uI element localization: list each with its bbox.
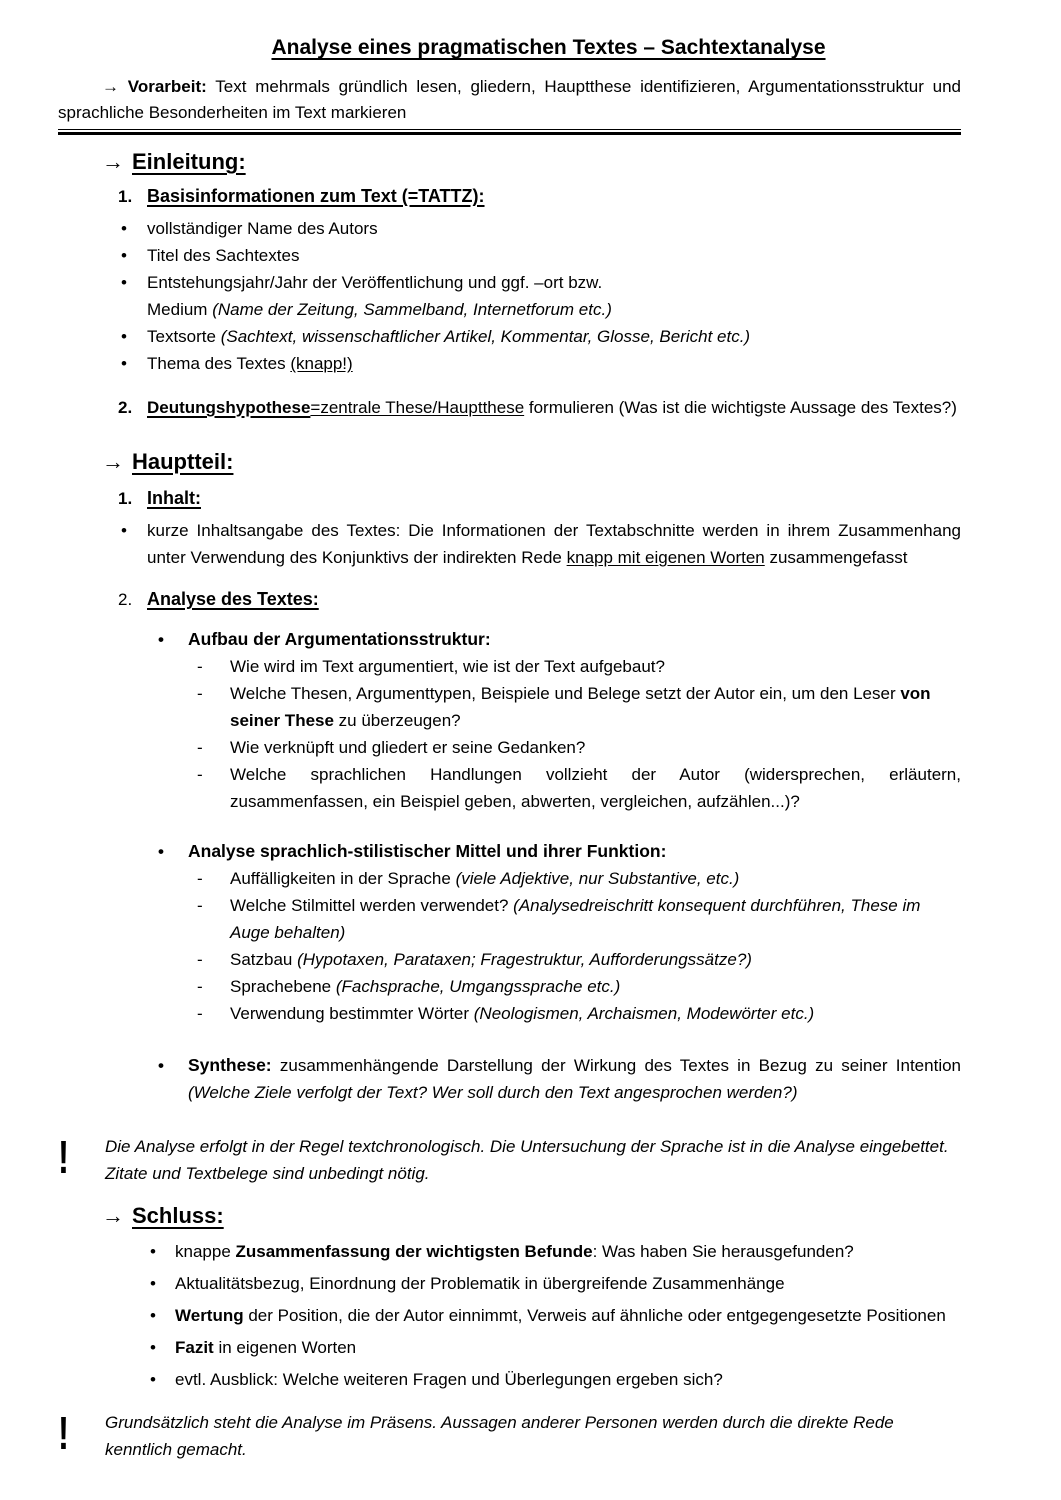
bullet-icon: • (121, 521, 127, 540)
dash-item (197, 761, 961, 815)
sub-bullet-title: Analyse sprachlich-stilistischer Mittel und ihrer Funktion: (188, 841, 667, 861)
item-number: 1. (118, 489, 133, 508)
sub-bullet-synthese (158, 1052, 961, 1106)
text-run: : Was haben Sie herausgefunden? (592, 1242, 854, 1261)
text-run: Aktualitätsbezug, Einordnung der Problematik in übergreifende Zusammenhänge (175, 1274, 785, 1293)
text-run: zusammenhängende Darstellung der Wirkung des Textes in Bezug zu seiner Intention (271, 1056, 961, 1075)
arrow-icon: → (102, 1203, 124, 1228)
text-run: Textsorte (147, 327, 221, 346)
text-run-italic: Die Analyse erfolgt in der Regel textchronologisch. Die Untersuchung der Sprache ist in die Analyse eingebettet. Zitate und Textbelege sind unbedingt nötig. (105, 1137, 949, 1183)
horizontal-rule (58, 129, 961, 135)
bullet-icon: • (121, 273, 127, 292)
text-run: kurze Inhaltsangabe des Textes: Die Informationen der Textabschnitte werden in ihrem Zusammenhang unter Verwendung des Konjunktivs der indirekten Rede (147, 521, 961, 567)
vorarbeit-text: Text mehrmals gründlich lesen, gliedern, Hauptthese identifizieren, Argumentationsstruktur und sprachliche Besonderheiten im Text markieren (58, 77, 961, 122)
bullet-icon: • (121, 327, 127, 346)
list-item-text (147, 517, 961, 571)
synthese-text (188, 1052, 961, 1106)
einleitung-bullet-list (58, 215, 961, 377)
list-item (118, 323, 961, 350)
exclamation-icon: ! (58, 1131, 70, 1183)
page-title: Analyse eines pragmatischen Textes – Sachtextanalyse (271, 36, 826, 59)
bullet-icon: • (150, 1306, 156, 1325)
dash-item (197, 973, 961, 1000)
list-item (148, 1301, 961, 1330)
text-run-underlined: knapp mit eigenen Worten (566, 548, 765, 567)
text-run: zusammengefasst (764, 548, 908, 567)
text-run-italic: (Neologismen, Archaismen, Modewörter etc.) (473, 1004, 815, 1023)
list-item-text (175, 1237, 961, 1266)
text-run: Sprachebene (230, 977, 336, 996)
dash-icon: - (197, 950, 203, 969)
list-item-text (175, 1301, 961, 1330)
text-run: Wie verknüpft und gliedert er seine Gedanken? (230, 738, 586, 757)
aufbau-dash-list (58, 653, 961, 815)
dash-item (197, 680, 961, 734)
text-run: Satzbau (230, 950, 298, 969)
text-run-bold: Wertung (175, 1306, 244, 1325)
item-content (147, 586, 961, 613)
text-run: vollständiger Name des Autors (147, 219, 378, 238)
text-run-bold: Synthese: (188, 1055, 272, 1075)
text-run-bold: Fazit (175, 1338, 214, 1357)
section-heading-schluss (102, 1202, 961, 1230)
dash-icon: - (197, 1004, 203, 1023)
arrow-icon: → (102, 77, 119, 96)
dash-item-text (230, 734, 961, 761)
dash-item-text (230, 892, 961, 946)
list-item (118, 215, 961, 242)
dash-item-text (230, 680, 961, 734)
text-run-italic: Grundsätzlich steht die Analyse im Präsens. Aussagen anderer Personen werden durch die direkte Rede kenntlich gemacht. (105, 1413, 894, 1459)
section-heading-text: Hauptteil: (132, 449, 234, 474)
list-item-text (175, 1365, 961, 1394)
note-analyse-praesens (58, 1409, 961, 1463)
section-heading-text: Schluss: (132, 1203, 224, 1228)
bullet-icon: • (150, 1370, 156, 1389)
section-heading-einleitung (102, 148, 961, 176)
bullet-icon: • (150, 1274, 156, 1293)
item-title: Analyse des Textes: (147, 589, 319, 609)
dash-item-text (230, 973, 961, 1000)
list-item (118, 242, 961, 269)
sub-bullet-title: Aufbau der Argumentationsstruktur: (188, 629, 491, 649)
dash-icon: - (197, 765, 203, 784)
bullet-icon: • (158, 842, 164, 861)
list-item-text (147, 323, 961, 350)
item-number: 2. (118, 590, 133, 609)
text-run: zu überzeugen? (333, 711, 461, 730)
bullet-icon: • (121, 219, 127, 238)
note-analyse-chronologisch (58, 1133, 961, 1187)
note-text (105, 1133, 961, 1187)
section-heading-text: Einleitung: (132, 149, 246, 174)
text-run-italic: (Name der Zeitung, Sammelband, Internetforum etc.) (212, 300, 612, 319)
dash-item (197, 1000, 961, 1027)
section-heading-hauptteil (102, 448, 961, 476)
text-run: Titel des Sachtextes (147, 246, 300, 265)
list-item (148, 1269, 961, 1298)
dash-icon: - (197, 977, 203, 996)
dash-item (197, 892, 961, 946)
bullet-icon: • (121, 246, 127, 265)
numbered-item-basisinformationen (118, 183, 961, 210)
text-run-underlined: (knapp!) (290, 354, 353, 373)
dash-item-text (230, 865, 961, 892)
text-run: Wie wird im Text argumentiert, wie ist der Text aufgebaut? (230, 657, 665, 676)
list-item-text (175, 1333, 961, 1362)
sub-bullet-sprachlich (158, 838, 961, 865)
numbered-item-analyse (118, 586, 961, 613)
text-run-underlined: =zentrale These/Hauptthese (310, 398, 525, 417)
sprachlich-dash-list (58, 865, 961, 1027)
numbered-item-deutungshypothese (118, 394, 961, 422)
text-run: in eigenen Worten (213, 1338, 357, 1357)
text-run-bold: von seiner These (230, 684, 931, 730)
arrow-icon: → (102, 449, 124, 474)
list-item-text (147, 269, 961, 323)
item-number: 1. (118, 187, 133, 206)
text-run: Auffälligkeiten in der Sprache (230, 869, 456, 888)
text-run-italic: (Fachsprache, Umgangssprache etc.) (335, 977, 621, 996)
text-run: der Position, die der Autor einnimmt, Verweis auf ähnliche oder entgegengesetzte Positionen (243, 1306, 946, 1325)
list-item (148, 1237, 961, 1266)
dash-item-text (230, 946, 961, 973)
dash-icon: - (197, 738, 203, 757)
dash-item-text (230, 653, 961, 680)
text-run-italic: (viele Adjektive, nur Substantive, etc.) (455, 869, 740, 888)
sub-bullet-title-wrap (188, 838, 961, 865)
list-item-text (147, 242, 961, 269)
item-number: 2. (118, 398, 133, 417)
text-run: Verwendung bestimmter Wörter (230, 1004, 474, 1023)
dash-item-text (230, 761, 961, 815)
dash-item (197, 946, 961, 973)
vorarbeit-label: Vorarbeit: (127, 77, 207, 96)
dash-icon: - (197, 896, 203, 915)
item-title: Inhalt: (147, 488, 201, 508)
dash-icon: - (197, 684, 203, 703)
vorarbeit-paragraph (58, 74, 961, 126)
text-run: Thema des Textes (147, 354, 291, 373)
dash-item (197, 653, 961, 680)
item-content (147, 183, 961, 210)
text-run: Medium (147, 300, 213, 319)
sub-bullet-aufbau (158, 626, 961, 653)
note-text (105, 1409, 961, 1463)
list-item-text (175, 1269, 961, 1298)
sub-bullet-title-wrap (188, 626, 961, 653)
text-run-bold: Zusammenfassung der wichtigsten Befunde (235, 1242, 593, 1261)
bullet-icon: • (158, 630, 164, 649)
bullet-icon: • (121, 354, 127, 373)
arrow-icon: → (102, 149, 124, 174)
text-run-italic: (Welche Ziele verfolgt der Text? Wer soll durch den Text angesprochen werden?) (188, 1083, 798, 1102)
item-content (147, 394, 961, 422)
dash-item (197, 734, 961, 761)
list-item (118, 269, 961, 323)
list-item-text (147, 215, 961, 242)
text-run-italic: (Analysedreischritt konsequent durchführen, These im Auge behalten) (230, 896, 921, 942)
list-item (118, 517, 961, 571)
text-run: Welche Thesen, Argumenttypen, Beispiele und Belege setzt der Autor ein, um den Leser (230, 684, 901, 703)
list-item (148, 1333, 961, 1362)
dash-icon: - (197, 869, 203, 888)
dash-item-text (230, 1000, 961, 1027)
text-run-italic: (Sachtext, wissenschaftlicher Artikel, Kommentar, Glosse, Bericht etc.) (220, 327, 751, 346)
item-title: Basisinformationen zum Text (=TATTZ): (147, 186, 485, 206)
text-run-italic: (Hypotaxen, Parataxen; Fragestruktur, Aufforderungssätze?) (297, 950, 752, 969)
text-run: Welche sprachlichen Handlungen vollzieht der Autor (widersprechen, erläutern, zusammenfassen, ein Beispiel geben, abwerten, vergleichen, aufzählen...)? (230, 765, 961, 811)
text-run: Entstehungsjahr/Jahr der Veröffentlichung und ggf. –ort bzw. (147, 273, 603, 292)
exclamation-icon: ! (58, 1407, 70, 1459)
dash-icon: - (197, 657, 203, 676)
item-content (147, 485, 961, 512)
numbered-item-inhalt (118, 485, 961, 512)
bullet-icon: • (158, 1056, 164, 1075)
inhalt-bullet-list (58, 517, 961, 571)
schluss-bullet-list (58, 1237, 961, 1394)
text-run: Welche Stilmittel werden verwendet? (230, 896, 514, 915)
text-run: knappe (175, 1242, 236, 1261)
bullet-icon: • (150, 1242, 156, 1261)
text-run: evtl. Ausblick: Welche weiteren Fragen und Überlegungen ergeben sich? (175, 1370, 723, 1389)
text-run-bold-underlined: Deutungshypothese (147, 398, 311, 417)
list-item (118, 350, 961, 377)
bullet-icon: • (150, 1338, 156, 1357)
list-item-text (147, 350, 961, 377)
text-run: formulieren (Was ist die wichtigste Aussage des Textes?) (524, 398, 957, 417)
list-item (148, 1365, 961, 1394)
dash-item (197, 865, 961, 892)
